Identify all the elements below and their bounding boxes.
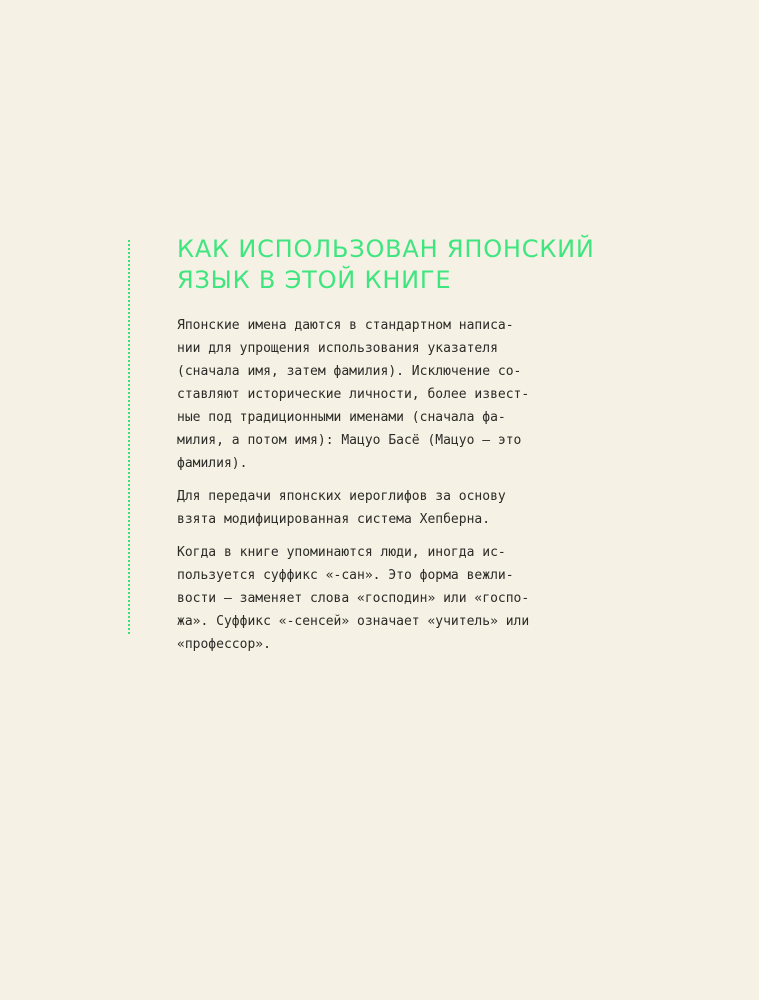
text-line: Для передачи японских иероглифов за основу: [177, 489, 506, 504]
text-line: Когда в книге упоминаются люди, иногда ис-: [177, 545, 506, 560]
text-line: ные под традиционными именами (сначала фа-: [177, 410, 506, 425]
text-line: «профессор».: [177, 637, 271, 652]
text-line: вости — заменяет слова «господин» или «госпо-: [177, 591, 530, 606]
text-line: фамилия).: [177, 456, 248, 471]
text-line: (сначала имя, затем фамилия). Исключение со-: [177, 364, 522, 379]
text-line: пользуется суффикс «-сан». Это форма вежли-: [177, 568, 514, 583]
paragraph-suffixes: [177, 541, 597, 656]
content-block: [177, 234, 597, 666]
dotted-margin-rule: [128, 240, 130, 634]
heading-line: ЯЗЫК В ЭТОЙ КНИГЕ: [177, 266, 452, 294]
section-heading: [177, 234, 597, 296]
text-line: милия, а потом имя): Мацуо Басё (Мацуо — это: [177, 433, 522, 448]
paragraph-names: [177, 314, 597, 475]
text-line: Японские имена даются в стандартном написа-: [177, 318, 514, 333]
text-line: нии для упрощения использования указателя: [177, 341, 498, 356]
text-line: ставляют исторические личности, более извест-: [177, 387, 530, 402]
paragraph-transcription: [177, 485, 597, 531]
heading-line: КАК ИСПОЛЬЗОВАН ЯПОНСКИЙ: [177, 235, 595, 263]
text-line: взята модифицированная система Хепберна.: [177, 512, 491, 527]
text-line: жа». Суффикс «-сенсей» означает «учитель» или: [177, 614, 530, 629]
